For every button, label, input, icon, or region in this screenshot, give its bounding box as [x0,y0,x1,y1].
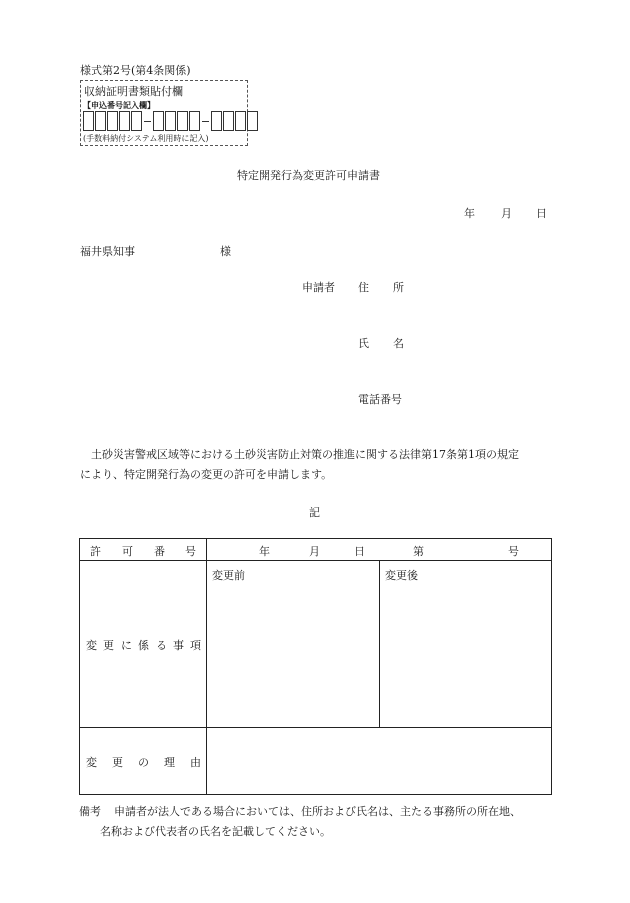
stamp-box-title: 収納証明書類貼付欄 [84,85,183,98]
permit-number-label-3: 番 [154,545,165,558]
application-number-label: 【申込番号記入欄】 [83,100,155,110]
digit-box[interactable] [95,111,106,131]
digit-box[interactable] [165,111,176,131]
permit-number-label-2: 可 [122,545,133,558]
permit-number-label-1: 許 [90,545,101,558]
remarks-line-2: 名称および代表者の氏名を記載してください。 [100,825,331,838]
digit-box[interactable] [235,111,246,131]
body-line-2: により、特定開発行為の変更の許可を申請します。 [80,468,333,481]
digit-box[interactable] [131,111,142,131]
document-title: 特定開発行為変更許可申請書 [237,169,380,182]
digit-box[interactable] [153,111,164,131]
reason-label-3: の [138,756,149,769]
address-label-2: 所 [393,281,404,294]
addressee-honorific: 様 [220,245,231,258]
digit-box[interactable] [189,111,200,131]
applicant-label: 申請者 [302,281,335,294]
remarks-label: 備考 [79,805,101,818]
table-row-line [79,560,552,561]
reason-label-4: 理 [164,756,175,769]
date-year: 年 [464,207,475,220]
separator-dash [202,121,209,122]
change-items-label-6: 事 [173,639,184,652]
name-label-1: 氏 [358,337,369,350]
after-change-label: 変更後 [385,569,418,582]
separator-dash [144,121,151,122]
digit-box[interactable] [247,111,258,131]
form-number: 様式第2号(第4条関係) [80,64,191,77]
permit-date-year: 年 [259,545,270,558]
permit-dai: 第 [413,545,424,558]
addressee: 福井県知事 [80,245,135,258]
reason-label-2: 更 [112,756,123,769]
reason-label-5: 由 [190,756,201,769]
change-items-label-2: 更 [103,639,114,652]
body-line-1: 土砂災害警戒区域等における土砂災害防止対策の推進に関する法律第17条第1項の規定 [91,448,519,461]
permit-go: 号 [508,545,519,558]
change-items-label-5: る [156,639,167,652]
address-label-1: 住 [358,281,369,294]
change-items-label-4: 係 [138,639,149,652]
before-change-label: 変更前 [212,569,245,582]
table-column-line [206,538,207,795]
name-label-2: 名 [393,337,404,350]
remarks-line-1: 申請者が法人である場合においては、住所および氏名は、主たる事務所の所在地、 [114,805,521,818]
application-number-entry[interactable] [83,111,259,131]
change-items-label-3: に [121,639,132,652]
date-day: 日 [536,207,547,220]
change-items-label-1: 変 [86,639,97,652]
digit-box[interactable] [107,111,118,131]
permit-date-month: 月 [309,545,320,558]
digit-box[interactable] [177,111,188,131]
application-table [79,538,552,795]
digit-box[interactable] [83,111,94,131]
date-month: 月 [501,207,512,220]
reason-label-1: 変 [86,756,97,769]
permit-date-day: 日 [354,545,365,558]
stamp-box-note: (手数料納付システム利用時に記入) [83,134,209,143]
table-column-line [379,560,380,727]
table-row-line [79,727,552,728]
digit-box[interactable] [119,111,130,131]
permit-number-label-4: 号 [185,545,196,558]
digit-box[interactable] [223,111,234,131]
phone-label: 電話番号 [358,393,402,406]
ki-label: 記 [309,506,320,519]
change-items-label-7: 項 [190,639,201,652]
digit-box[interactable] [211,111,222,131]
